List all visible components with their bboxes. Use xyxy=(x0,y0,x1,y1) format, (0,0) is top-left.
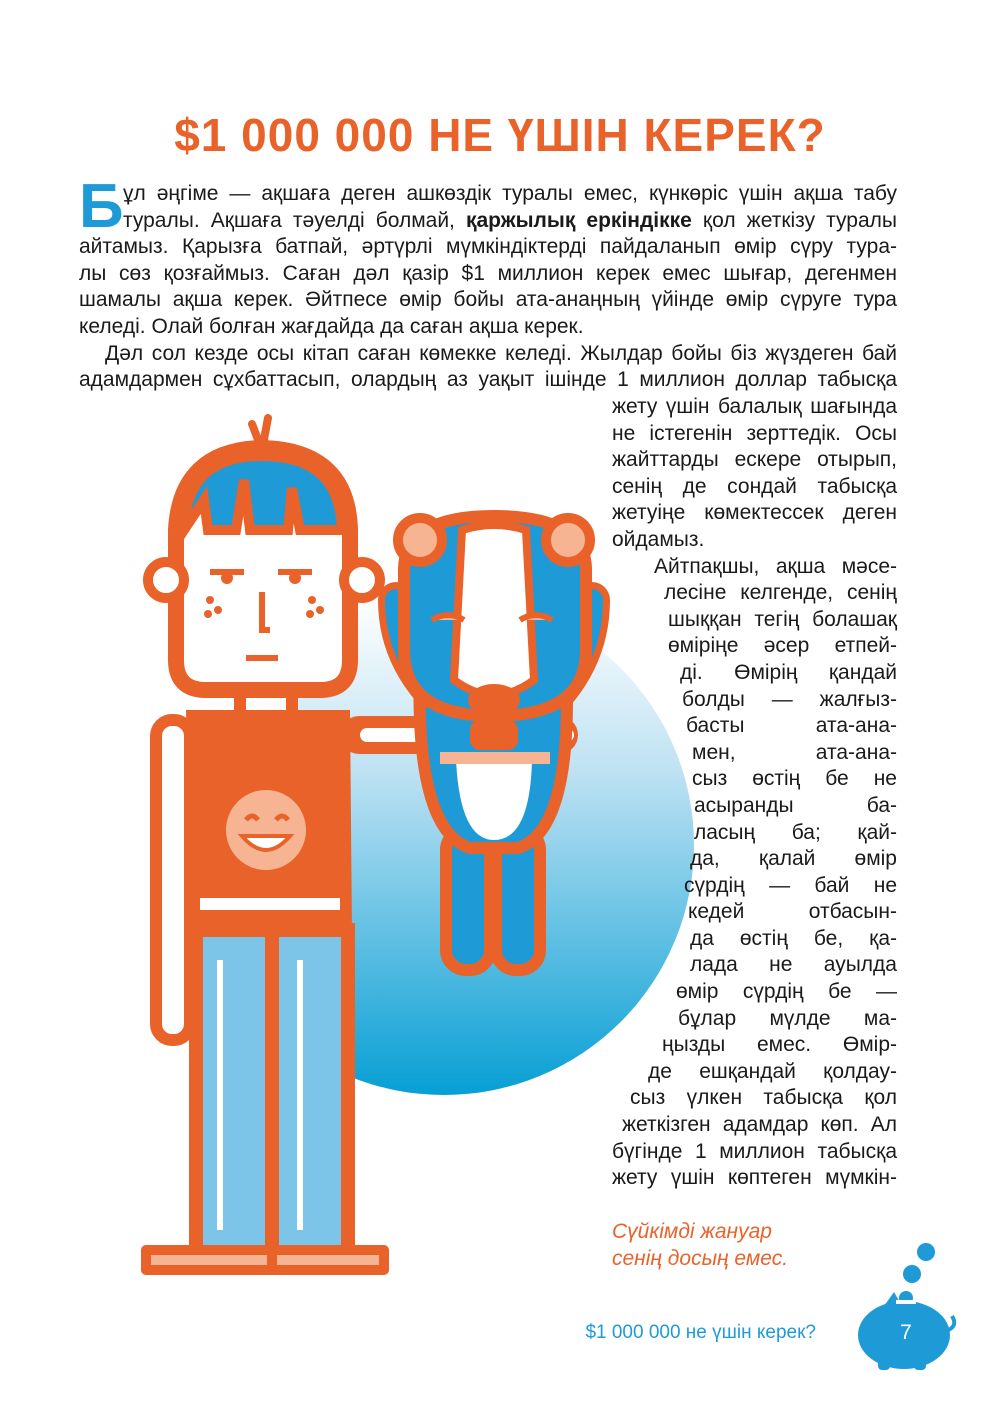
text-line: жету үшін көптеген мүмкін- xyxy=(612,1166,897,1190)
text-line: ңызды емес. Өмір- xyxy=(662,1033,897,1057)
text-line: жету үшін балалық шағында xyxy=(612,395,897,418)
text-line: сыз өстің бе не xyxy=(692,767,897,791)
caption-line: сенің досың емес. xyxy=(612,1247,789,1270)
text-line: болды — жалғыз- xyxy=(682,687,897,711)
running-footer: $1 000 000 не үшін керек? xyxy=(585,1322,816,1343)
text-line: шамалы ақша керек. Әйтпесе өмір бойы ата-анаңның үйінде өмір сүруге тура xyxy=(79,288,897,312)
text-line: кедей отбасын- xyxy=(688,900,897,924)
text-line: Айтпақшы, ақша мәсе- xyxy=(654,554,897,578)
text-line: да, қалай өмір xyxy=(690,847,897,871)
caption-line: Сүйкімді жануар xyxy=(612,1220,772,1243)
right-column-text xyxy=(612,394,897,1192)
bold-term: қаржылық еркіндікке xyxy=(465,208,692,232)
text-line: басты ата-ана- xyxy=(686,714,897,738)
text-line: ойдамыз. xyxy=(612,527,705,551)
page-title: $1 000 000 НЕ ҮШІН КЕРЕК? xyxy=(174,109,826,161)
text-line: де ешқандай қолдау- xyxy=(648,1059,897,1083)
drop-cap: Б xyxy=(79,172,124,241)
text-line: бұлар мүлде ма- xyxy=(678,1006,897,1030)
text-line: ласың ба; қай- xyxy=(694,820,897,844)
text-line: ді. Өмірің қандай xyxy=(680,660,897,684)
text-line: жетуіңе көмектессек деген xyxy=(612,501,897,525)
text-line: сенің де сондай табысқа xyxy=(612,474,897,498)
text-line: ұл әңгіме — ақшаға деген ашкөздік туралы емес, күнкөріс үшін ақша табу xyxy=(123,182,897,205)
text-line: Дәл сол кезде осы кітап саған көмекке келеді. Жылдар бойы біз жүздеген бай xyxy=(105,341,897,365)
text-line: жайттарды ескере отырып, xyxy=(612,448,897,472)
text-line: өміріңе әсер етпей- xyxy=(668,634,897,658)
text-line: жеткізген адамдар көп. Ал xyxy=(622,1113,897,1137)
text-line: бүгінде 1 миллион табысқа xyxy=(612,1139,897,1163)
text-line: айтамыз. Қарызға батпай, әртүрлі мүмкіндіктерді пайдаланып өмір сүру тура- xyxy=(79,235,897,259)
text-line: не істегенін зерттедік. Осы xyxy=(612,421,897,445)
text-line: өмір сүрдің бе — xyxy=(676,980,897,1004)
text-line: лы сөз қозғаймыз. Саған дәл қазір $1 миллион керек емес шығар, дегенмен xyxy=(79,261,897,285)
text-line: келеді. Олай болған жағдайда да саған ақша керек. xyxy=(79,314,584,338)
text-line: да өстің бе, қа- xyxy=(690,926,897,950)
page-number: 7 xyxy=(900,1321,912,1344)
text-line: сыз үлкен табысқа қол xyxy=(630,1086,897,1110)
text-line: асыранды ба- xyxy=(694,793,897,817)
text-line: лада не ауылда xyxy=(690,953,897,977)
text-line: лесіне келгенде, сенің xyxy=(664,581,897,605)
piggy-bank-icon xyxy=(858,1243,954,1370)
text-line: мен, ата-ана- xyxy=(692,740,897,764)
text-line: шыққан тегің болашақ xyxy=(668,607,897,631)
main-text xyxy=(79,172,897,394)
text-line: адамдармен сұхбаттасып, олардың аз уақыт ішінде 1 миллион доллар табысқа xyxy=(79,368,897,392)
text-line: туралы. Ақшаға тәуелді болмай, қаржылық еркіндікке қол жеткізу туралы xyxy=(123,208,897,232)
illustration-caption xyxy=(612,1218,872,1272)
text-line: сүрдің — бай не xyxy=(684,873,897,897)
